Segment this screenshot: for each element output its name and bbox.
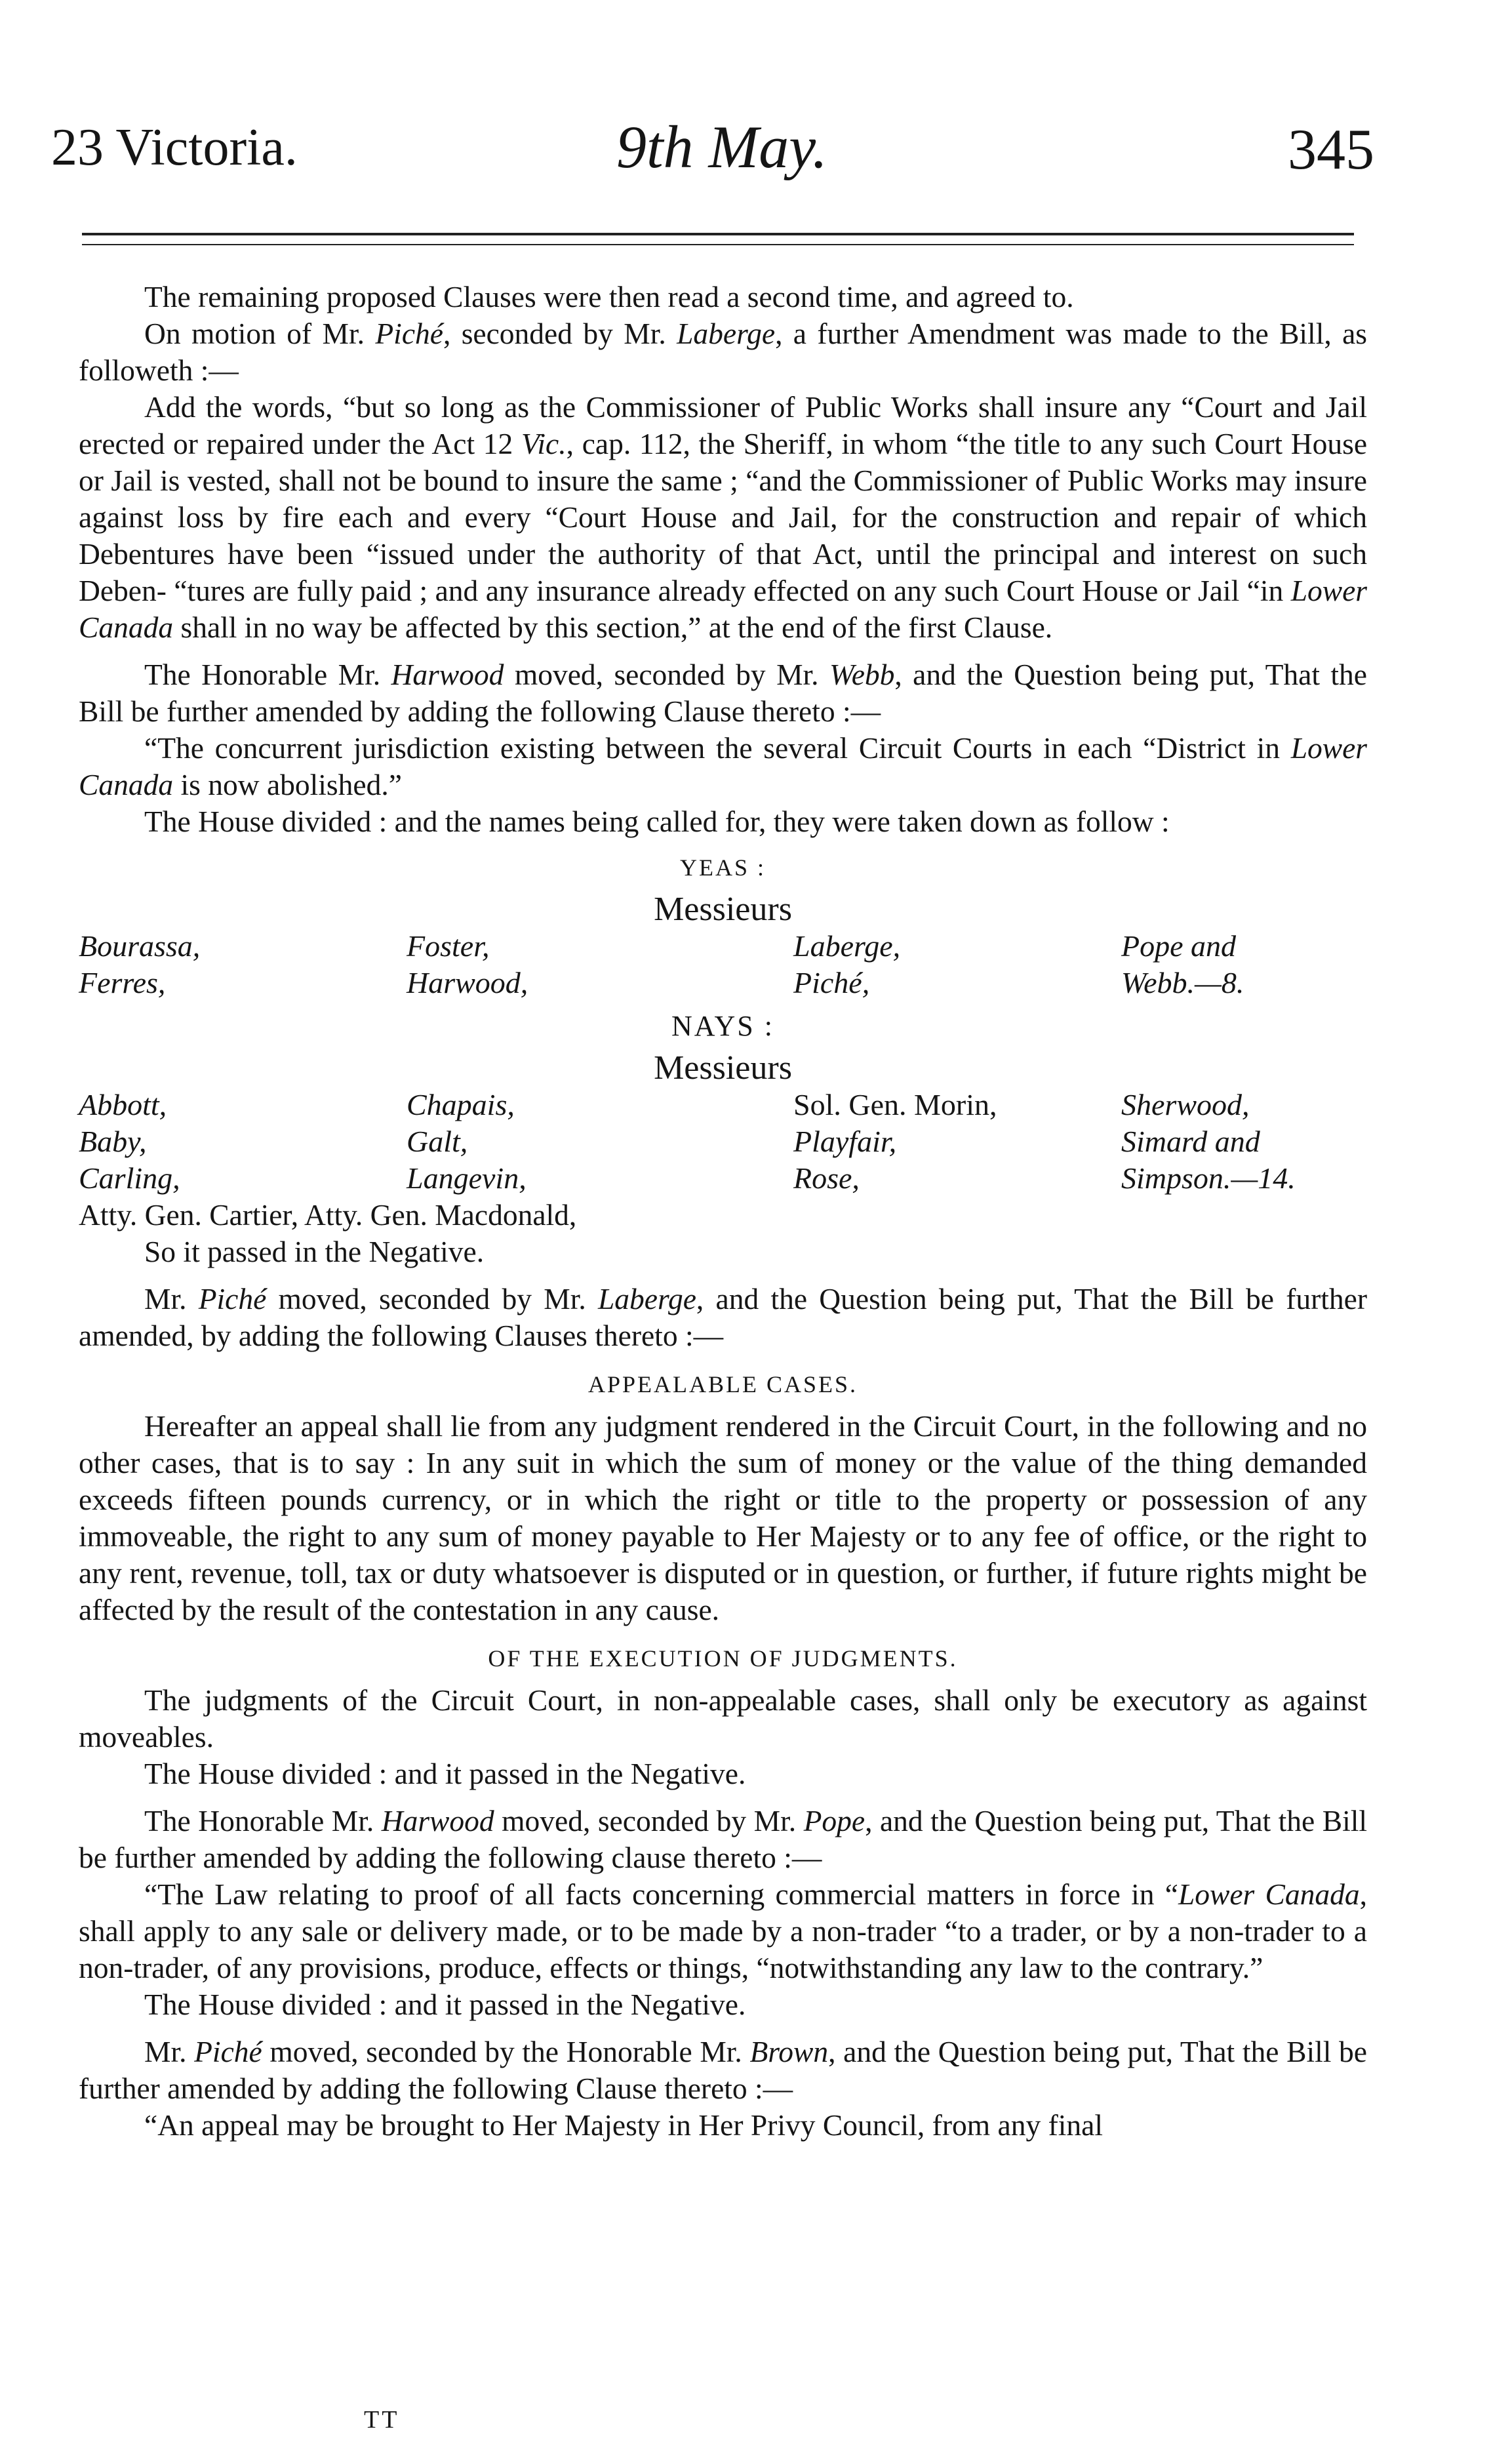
name: Pope and xyxy=(1121,929,1237,963)
quoted-clause: “The concurrent jurisdiction existing between the several Circuit Courts in each “District in Lower Canada is now abolished.” xyxy=(79,731,1367,801)
name: Foster, xyxy=(407,929,490,963)
messieurs-label: Messieurs xyxy=(654,1049,792,1087)
yeas-label: YEAS : xyxy=(679,854,766,881)
journal-body xyxy=(79,279,1367,2144)
nays-label: NAYS : xyxy=(671,1010,774,1042)
name: Abbott, xyxy=(79,1088,167,1121)
name: Sherwood, xyxy=(1121,1088,1250,1121)
paragraph: The House divided : and the names being called for, they were taken down as follow : xyxy=(144,805,1170,838)
name: Playfair, xyxy=(793,1125,897,1158)
name: Webb.—8. xyxy=(1121,966,1244,999)
division-result: The House divided : and it passed in the Negative. xyxy=(144,1988,746,2021)
paragraph: On motion of Mr. Piché, seconded by Mr. Laberge, a further Amendment was made to the Bill, as followeth :— xyxy=(79,317,1367,387)
name: Simpson.—14. xyxy=(1121,1161,1296,1195)
name: Baby, xyxy=(79,1125,147,1158)
paragraph: The remaining proposed Clauses were then read a second time, and agreed to. xyxy=(144,280,1074,313)
paragraph: The Honorable Mr. Harwood moved, seconded by Mr. Pope, and the Question being put, That the Bill be further amended by adding the following clause thereto :— xyxy=(79,1804,1367,1874)
section-heading: APPEALABLE CASES. xyxy=(587,1371,858,1397)
nays-last-line: Atty. Gen. Cartier, Atty. Gen. Macdonald, xyxy=(79,1198,577,1232)
name: Ferres, xyxy=(79,966,166,999)
session-header: 23 Victoria. xyxy=(51,119,298,176)
paragraph: Hereafter an appeal shall lie from any judgment rendered in the Circuit Court, in the following and no other cases, that is to say : In any suit in which the sum of money or the value of the thing demanded exceeds fifteen pounds currency, or in which the right or title to the property or possession of any immoveable, the right to any sum of money payable to Her Majesty or to any fee of office, or the right to any rent, revenue, toll, tax or duty whatsoever is disputed or in question, or further, if future rights might be affected by the result of the contestation in any cause. xyxy=(79,1409,1367,1626)
header-rule-thin xyxy=(82,244,1354,245)
name: Simard and xyxy=(1121,1125,1260,1158)
paragraph: Mr. Piché moved, seconded by Mr. Laberge, and the Question being put, That the Bill be further amended, by adding the following Clauses thereto :— xyxy=(79,1282,1367,1352)
signature-mark: TT xyxy=(364,2406,400,2434)
name: Galt, xyxy=(407,1125,468,1158)
page-number: 345 xyxy=(1288,118,1374,182)
name: Harwood, xyxy=(407,966,528,999)
name: Rose, xyxy=(793,1161,860,1195)
quoted-amendment: Add the words, “but so long as the Commissioner of Public Works shall insure any “Court and Jail erected or repaired under the Act 12 Vic., cap. 112, the Sheriff, in whom “the title to any such Court House or Jail is vested, shall not be bound to insure the same ; “and the Commissioner of Public Works may insure against loss by fire each and every “Court House and Jail, for the construction and repair of which Debentures have been “issued under the authority of that Act, until the principal and interest on such Deben- “tures are fully paid ; and any insurance already effected on any such Court House or Jail “in Lower Canada shall in no way be affected by this section,” at the end of the first Clause. xyxy=(79,390,1368,644)
paragraph: The Honorable Mr. Harwood moved, seconded by Mr. Webb, and the Question being put, That the Bill be further amended by adding the following Clause thereto :— xyxy=(79,658,1367,728)
name: Sol. Gen. Morin, xyxy=(793,1088,997,1121)
yeas-names xyxy=(79,928,1367,1001)
name: Laberge, xyxy=(793,929,901,963)
paragraph: Mr. Piché moved, seconded by the Honorable Mr. Brown, and the Question being put, That the Bill be further amended by adding the following Clause thereto :— xyxy=(79,2035,1367,2105)
name: Carling, xyxy=(79,1161,180,1195)
messieurs-label: Messieurs xyxy=(654,891,792,928)
nays-names xyxy=(79,1087,1367,1197)
name: Langevin, xyxy=(407,1161,527,1195)
division-result: The House divided : and it passed in the Negative. xyxy=(144,1757,746,1790)
name: Chapais, xyxy=(407,1088,515,1121)
name: Bourassa, xyxy=(79,929,201,963)
paragraph: “An appeal may be brought to Her Majesty in Her Privy Council, from any final xyxy=(144,2108,1103,2142)
date-header: 9th May. xyxy=(616,113,827,180)
division-result: So it passed in the Negative. xyxy=(144,1235,485,1268)
quoted-clause: “The Law relating to proof of all facts concerning commercial matters in force in “Lower Canada, shall apply to any sale or delivery made, or to be made by a non-trader “to a trader, or by a non-trader to a non-trader, of any provisions, produce, effects or things, “notwithstanding any law to the contrary.” xyxy=(79,1877,1368,1984)
section-heading: OF THE EXECUTION OF JUDGMENTS. xyxy=(488,1645,958,1672)
name: Piché, xyxy=(793,966,870,999)
header-rule xyxy=(82,233,1354,235)
paragraph: The judgments of the Circuit Court, in non-appealable cases, shall only be executory as against moveables. xyxy=(79,1683,1367,1754)
